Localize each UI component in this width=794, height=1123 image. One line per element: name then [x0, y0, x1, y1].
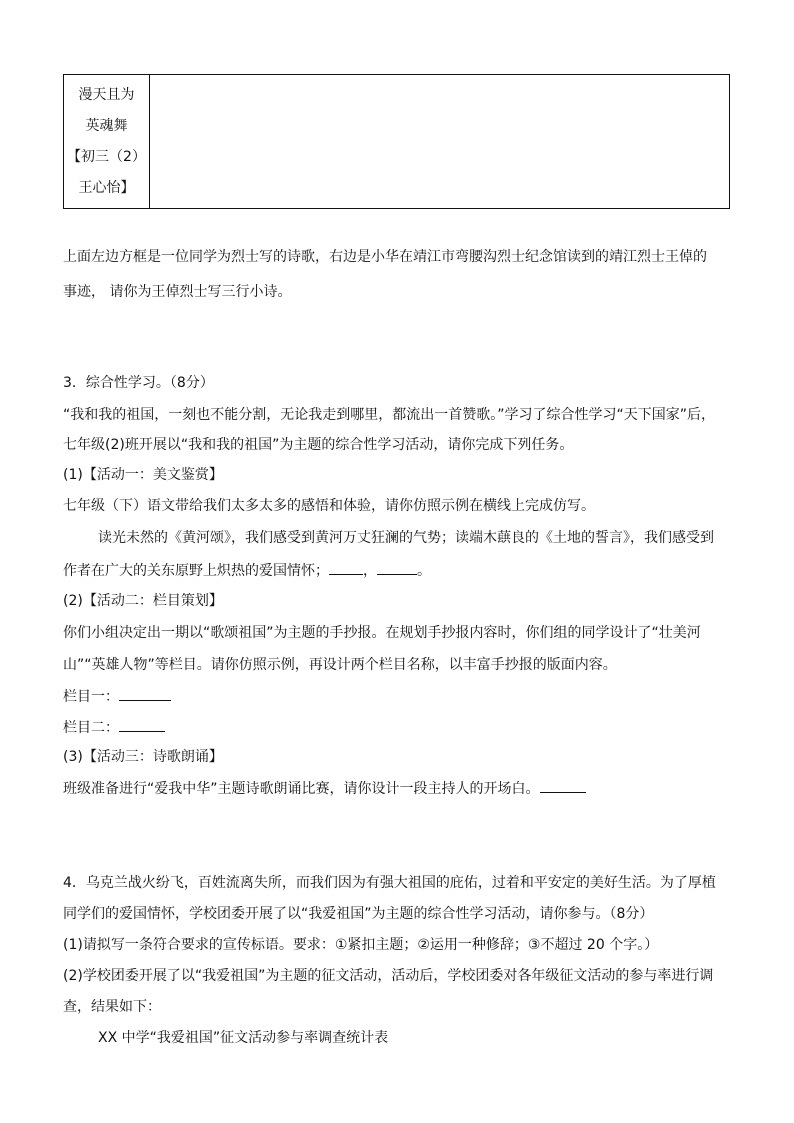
poem-line: 【初三（2）	[67, 148, 146, 165]
activity3-text: 班级准备进行“爱我中华”主题诗歌朗诵比赛，请你设计一段主持人的开场白。	[63, 781, 540, 797]
q3-intro-line1: “我和我的祖国，一刻也不能分割，无论我走到哪里，都流出一首赞歌。”学习了综合性学习“天下国家”后，	[63, 407, 716, 423]
period: 。	[417, 563, 431, 579]
q3-activity1-text: 七年级（下）语文带给我们太多太多的感悟和体验，请你仿照示例在横线上完成仿写。	[63, 498, 595, 514]
q3-activity3-title: (3)【活动三：诗歌朗诵】	[63, 749, 223, 765]
q3-activity2-text-line1: 你们小组决定出一期以“歌颂祖国”为主题的手抄报。在规划手抄报内容时，你们组的同学设计了“壮美河	[63, 625, 701, 641]
poem-line: 王心怡】	[78, 179, 135, 196]
column1-label: 栏目一：	[63, 689, 119, 705]
q3-column1	[63, 686, 171, 707]
q2-text-line1: 上面左边方框是一位同学为烈士写的诗歌，右边是小华在靖江市弯腰沟烈士纪念馆读到的靖江烈士王倬的	[63, 249, 707, 265]
q3-activity2-title: (2)【活动二：栏目策划】	[63, 593, 223, 609]
q3-activity2-text-line2: 山”“英雄人物”等栏目。请你仿照示例，再设计两个栏目名称，以丰富手抄报的版面内容。	[63, 657, 617, 673]
q3-activity1-title: (1)【活动一：美文鉴赏】	[63, 467, 223, 483]
poem-line: 漫天且为	[78, 86, 135, 103]
q3-activity1-example-line2	[63, 560, 431, 581]
poem-table	[63, 74, 730, 209]
opening-remarks-blank[interactable]	[540, 778, 586, 793]
q4-table-title: XX 中学“我爱祖国”征文活动参与率调查统计表	[98, 1030, 389, 1046]
answer-blank-1[interactable]	[329, 560, 363, 575]
q3-activity1-example-line1: 读光未然的《黄河颂》，我们感受到黄河万丈狂澜的气势；读端木蕻良的《土地的誓言》，我们感受到	[98, 530, 714, 546]
answer-blank-2[interactable]	[377, 560, 417, 575]
q4-text-line1: 4．乌克兰战火纷飞，百姓流离失所，而我们因为有强大祖国的庇佑，过着和平安定的美好生活。为了厚植	[63, 875, 716, 891]
q3-title: 3．综合性学习。（8分）	[63, 375, 214, 391]
q4-sub1: (1)请拟写一条符合要求的宣传标语。要求：①紧扣主题；②运用一种修辞；③不超过 20 个字。）	[63, 937, 659, 953]
column2-blank[interactable]	[119, 717, 165, 732]
q2-text-line2: 事迹， 请你为王倬烈士写三行小诗。	[63, 284, 292, 300]
separator: ，	[363, 563, 377, 579]
q4-sub2-line1: (2)学校团委开展了以“我爱祖国”为主题的征文活动，活动后，学校团委对各年级征文活动的参与率进行调	[63, 968, 714, 984]
q3-intro-line2: 七年级(2)班开展以“我和我的祖国”为主题的综合性学习活动，请你完成下列任务。	[63, 437, 574, 453]
poem-line: 英魂舞	[85, 117, 128, 134]
q3-column2	[63, 717, 165, 738]
example-text: 作者在广大的关东原野上炽热的爱国情怀；	[63, 563, 329, 579]
column1-blank[interactable]	[119, 686, 171, 701]
poem-left-cell	[64, 75, 150, 209]
q3-activity3-text	[63, 778, 586, 799]
q4-sub2-line2: 查，结果如下：	[63, 999, 161, 1015]
column2-label: 栏目二：	[63, 720, 119, 736]
poem-right-cell	[150, 75, 730, 209]
q4-text-line2: 同学们的爱国情怀，学校团委开展了以“我爱祖国”为主题的综合性学习活动，请你参与。（8分）	[63, 906, 654, 922]
